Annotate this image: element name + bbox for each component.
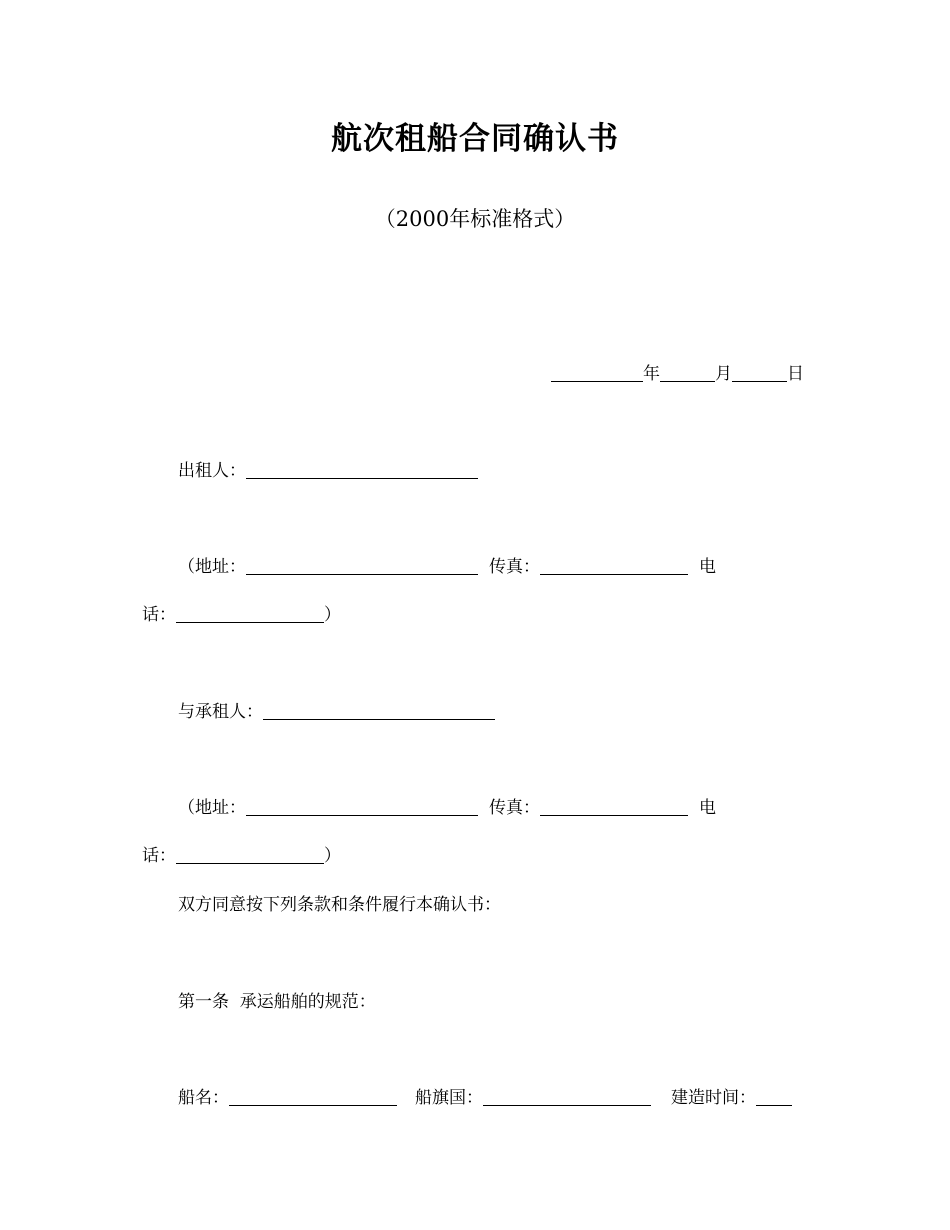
lessee-fax-blank[interactable] <box>540 797 688 816</box>
date-line <box>551 362 804 386</box>
lessee-address-blank[interactable] <box>246 797 478 816</box>
month-blank[interactable] <box>660 363 715 382</box>
month-label: 月 <box>715 364 732 384</box>
ship-details-line <box>178 1086 792 1110</box>
lessor-close-paren: ） <box>324 605 341 625</box>
ship-name-label: 船名： <box>178 1088 229 1108</box>
article-1-heading: 第一条 承运船舶的规范： <box>178 992 376 1012</box>
lessee-blank[interactable] <box>263 701 495 720</box>
lessee-contact-line <box>178 796 716 820</box>
lessor-label: 出租人： <box>178 461 246 481</box>
lessee-address-label: （地址： <box>178 798 246 818</box>
lessor-phone-label-part2: 话： <box>142 605 176 625</box>
year-blank[interactable] <box>551 363 643 382</box>
build-time-blank[interactable] <box>756 1087 792 1106</box>
lessor-phone-line <box>142 603 341 627</box>
lessor-fax-blank[interactable] <box>540 556 688 575</box>
document-subtitle: （2000年标准格式） <box>374 207 576 231</box>
day-label: 日 <box>787 364 804 384</box>
lessor-phone-blank[interactable] <box>176 604 324 623</box>
lessor-address-label: （地址： <box>178 557 246 577</box>
ship-name-blank[interactable] <box>229 1087 397 1106</box>
flag-blank[interactable] <box>483 1087 651 1106</box>
lessor-address-blank[interactable] <box>246 556 478 575</box>
lessee-phone-line <box>142 844 341 868</box>
lessor-contact-line <box>178 555 716 579</box>
lessee-fax-label: 传真： <box>489 798 540 818</box>
flag-label: 船旗国： <box>415 1088 483 1108</box>
lessor-blank[interactable] <box>246 460 478 479</box>
lessee-close-paren: ） <box>324 846 341 866</box>
day-blank[interactable] <box>732 363 787 382</box>
lessor-fax-label: 传真： <box>489 557 540 577</box>
build-time-label: 建造时间： <box>671 1088 756 1108</box>
agreement-text: 双方同意按下列条款和条件履行本确认书： <box>178 895 501 915</box>
lessee-label: 与承租人： <box>178 702 263 722</box>
year-label: 年 <box>643 364 660 384</box>
lessor-phone-label-part1: 电 <box>699 557 716 577</box>
lessee-phone-label-part2: 话： <box>142 846 176 866</box>
lessee-phone-label-part1: 电 <box>699 798 716 818</box>
lessee-line <box>178 700 495 724</box>
lessee-phone-blank[interactable] <box>176 845 324 864</box>
document-title: 航次租船合同确认书 <box>331 121 619 157</box>
lessor-line <box>178 459 478 483</box>
